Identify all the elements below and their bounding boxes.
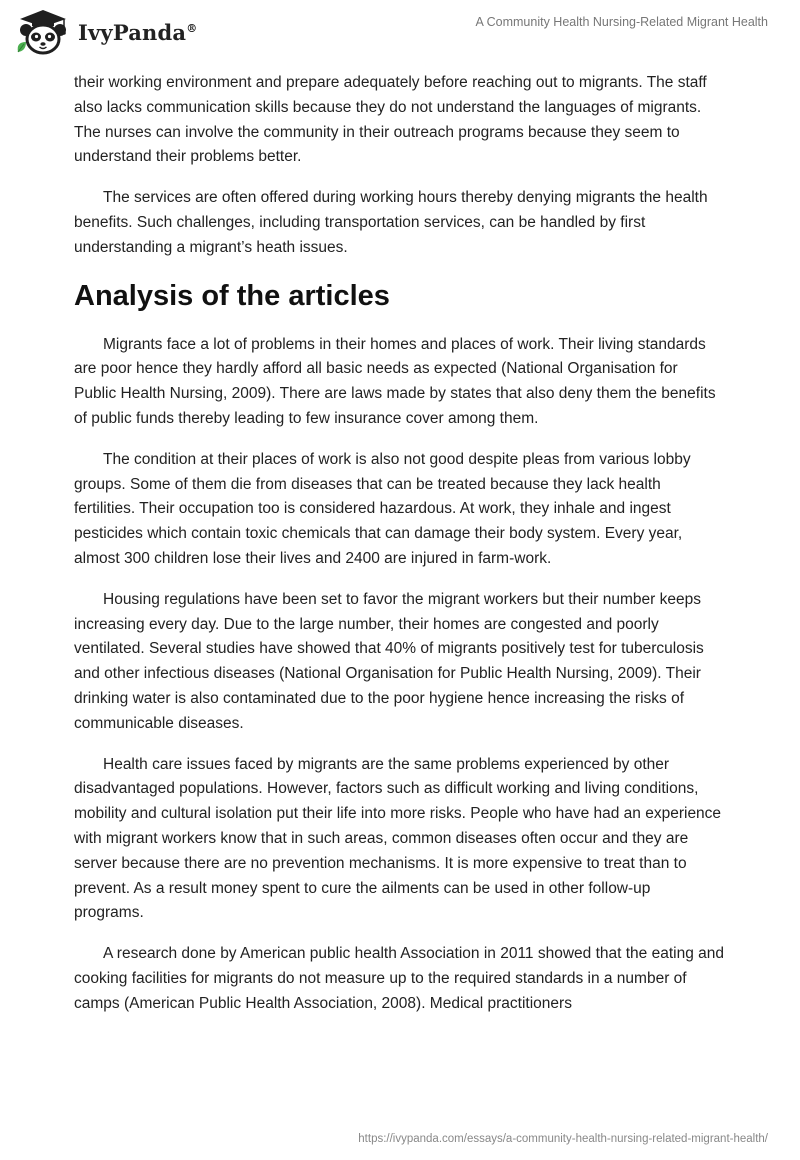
logo-wordmark xyxy=(78,20,197,45)
panda-graduate-icon xyxy=(14,8,72,56)
essay-body xyxy=(74,71,724,1033)
paragraph: Housing regulations have been set to favor the migrant workers but their number keeps increasing every day. Due to the large number, their homes are congested and poorly ventilated. Several studies have showed that 40% of migrants positively test for tuberculosis and other infectious diseases (National Organisation for Public Health Nursing, 2009). Their drinking water is also contaminated due to the poor hygiene hence increasing the risks of communicable diseases. xyxy=(74,590,704,732)
document-title: A Community Health Nursing-Related Migrant Health xyxy=(475,15,768,29)
ivypanda-logo[interactable] xyxy=(14,8,197,56)
section-heading: Analysis of the articles xyxy=(74,279,390,312)
source-url[interactable]: https://ivypanda.com/essays/a-community-health-nursing-related-migrant-health/ xyxy=(358,1133,768,1145)
paragraph: The condition at their places of work is also not good despite pleas from various lobby groups. Some of them die from diseases that can be treated because they lack health fertilities. Their occupation too is considered hazardous. At work, they inhale and ingest pesticides which contain toxic chemicals that can damage their body system. Every year, almost 300 children lose their lives and 2400 are injured in farm-work. xyxy=(74,450,691,567)
registered-mark: ® xyxy=(186,21,198,35)
paragraph: The services are often offered during working hours thereby denying migrants the health benefits. Such challenges, including transportation services, can be handled by first understanding a migrant’s heath issues. xyxy=(74,189,708,256)
logo-text: IvyPanda xyxy=(78,19,187,45)
page-header xyxy=(0,0,800,70)
paragraph: their working environment and prepare adequately before reaching out to migrants. The staff also lacks communication skills because they do not understand the languages of migrants. The nurses can involve the community in their outreach programs because they seem to understand their problems better. xyxy=(74,74,707,166)
paragraph: Health care issues faced by migrants are the same problems experienced by other disadvantaged populations. However, factors such as difficult working and living conditions, mobility and cultural isolation put their life into more risks. People who have had an experience with migrant workers know that in such areas, common diseases often occur and they are server because there are no prevention mechanisms. It is more expensive to treat than to prevent. As a result money spent to cure the ailments can be used in other follow-up programs. xyxy=(74,755,722,922)
paragraph: A research done by American public health Association in 2011 showed that the eating and cooking facilities for migrants do not measure up to the required standards in a number of camps (American Public Health Association, 2008). Medical practitioners xyxy=(74,945,724,1012)
paragraph: Migrants face a lot of problems in their homes and places of work. Their living standards are poor hence they hardly afford all basic needs as expected (National Organisation for Public Health Nursing, 2009). There are laws made by states that also deny them the benefits of public funds thereby leading to few insurance cover among them. xyxy=(74,335,716,427)
